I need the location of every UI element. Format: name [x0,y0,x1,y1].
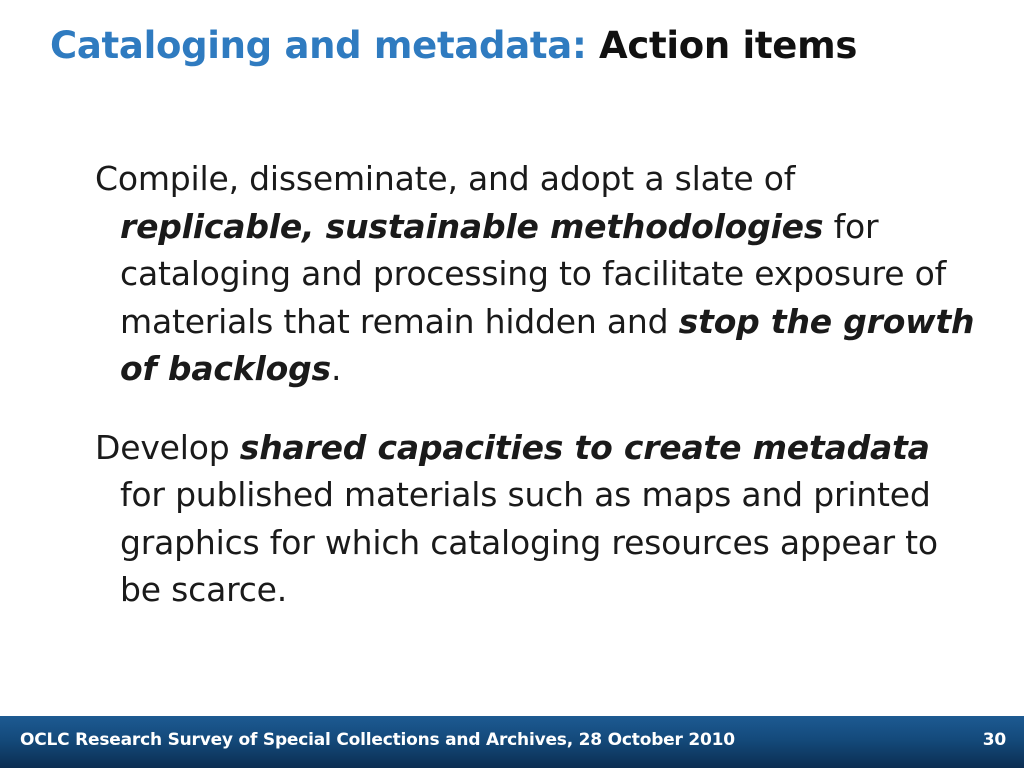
bullet-2-text-end: for published materials such as maps and printed graphics for which cataloging resources appear to be scarce. [120,475,938,609]
footer-bar [0,716,1024,768]
footer-text: OCLC Research Survey of Special Collections and Archives, 28 October 2010 [20,730,735,750]
slide-title [50,18,857,74]
title-sub: Action items [599,24,858,67]
bullet-1-text-end: . [330,349,342,388]
bullet-item-2 [95,424,975,614]
bullet-1-emphasis-methodologies: sustainable methodologies [325,206,824,246]
bullet-1-text: Compile, disseminate, and adopt a slate of [95,159,796,198]
page-number: 30 [982,730,1006,750]
bullet-1-text-middle: for cataloging and processing to facilitate exposure of materials that remain hidden and [120,206,946,341]
bullet-2-text: Develop [95,427,240,467]
bullet-2-emphasis-shared-capacities: shared capacities to create metadata [239,427,930,467]
slide-body [95,155,975,614]
bullet-item-1 [95,155,975,393]
bullet-1-emphasis-replicable: replicable [120,206,303,246]
title-main: Cataloging and metadata: [50,24,587,67]
bullet-1-emphasis-backlogs: stop the growth of backlogs [120,301,975,388]
bullet-1-emphasis-comma: , [302,206,326,246]
